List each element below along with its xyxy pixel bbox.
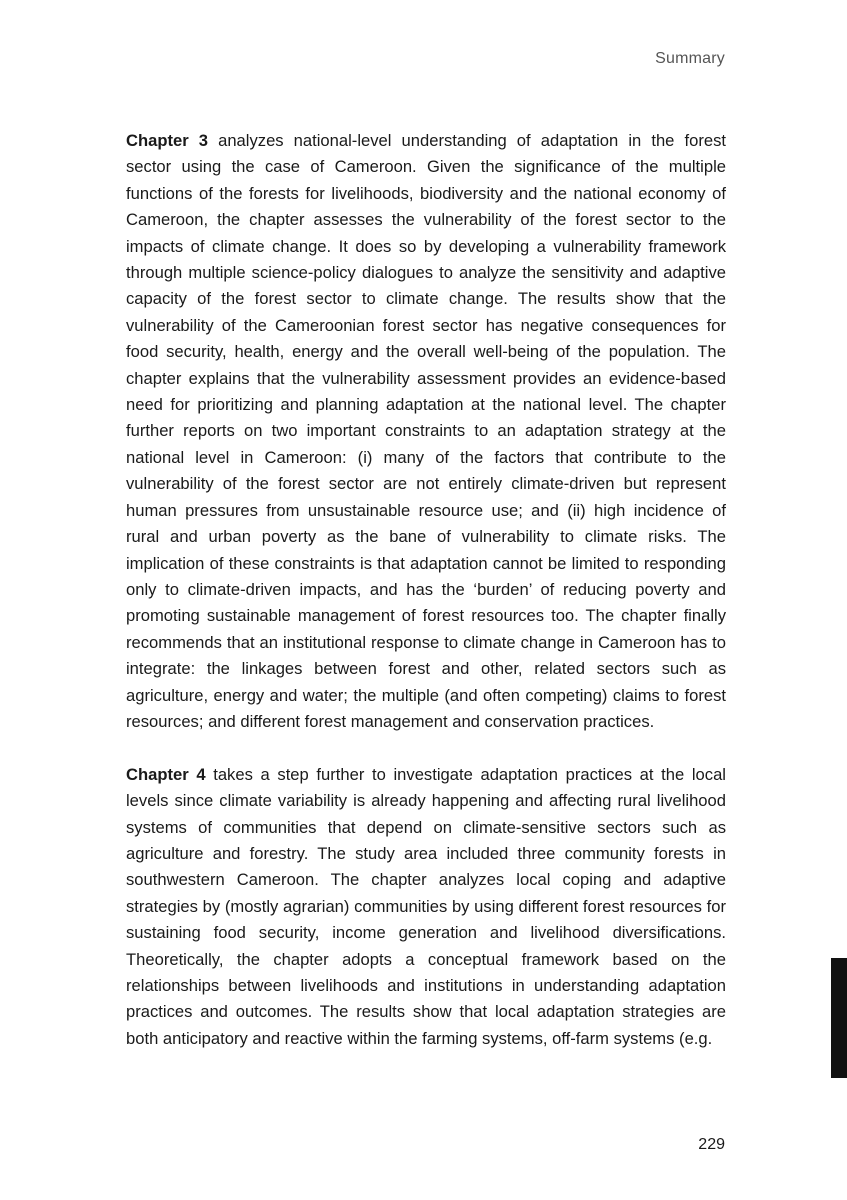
- chapter-4-paragraph: [126, 762, 726, 1052]
- page-number: 229: [698, 1136, 725, 1153]
- page-body: [126, 128, 726, 1052]
- section-thumb-tab: [831, 958, 847, 1078]
- chapter-3-text: analyzes national-level understanding of adaptation in the forest sector using the case of Cameroon. Given the significance of the multiple functions of the forests for livelihoods, biodiversity and the national economy of Cameroon, the chapter assesses the vulnerability of the forest sector to the impacts of climate change. It does so by developing a vulnerability framework through multiple science-policy dialogues to analyze the sensitivity and adaptive capacity of the forest sector to climate change. The results show that the vulnerability of the Cameroonian forest sector has negative consequences for food security, health, energy and the overall well-being of the population. The chapter explains that the vulnerability assessment provides an evidence-based need for prioritizing and planning adaptation at the national level. The chapter further reports on two important constraints to an adaptation strategy at the national level in Cameroon: (i) many of the factors that contribute to the vulnerability of the forest sector are not entirely climate-driven but represent human pressures from unsustainable resource use; and (ii) high incidence of rural and urban poverty as the bane of vulnerability to climate risks. The implication of these constraints is that adaptation cannot be limited to responding only to climate-driven impacts, and has the ‘burden’ of reducing poverty and promoting sustainable management of forest resources too. The chapter finally recommends that an institutional response to climate change in Cameroon has to integrate: the linkages between forest and other, related sectors such as agriculture, energy and water; the multiple (and often competing) claims to forest resources; and different forest management and conservation practices.: [126, 131, 726, 731]
- chapter-3-lead: Chapter 3: [126, 131, 209, 150]
- running-header: Summary: [655, 50, 725, 67]
- chapter-3-paragraph: [126, 128, 726, 735]
- chapter-4-lead: Chapter 4: [126, 764, 206, 784]
- chapter-4-text: takes a step further to investigate adaptation practices at the local levels since climate variability is already happening and affecting rural livelihood systems of communities that depend on climate-sensitive sectors such as agriculture and forestry. The study area included three community forests in southwestern Cameroon. The chapter analyzes local coping and adaptive strategies by (mostly agrarian) communities by using different forest resources for sustaining food security, income generation and livelihood diversifications. Theoretically, the chapter adopts a conceptual framework based on the relationships between livelihoods and institutions in understanding adaptation practices and outcomes. The results show that local adaptation strategies are both anticipatory and reactive within the farming systems, off-farm systems (e.g.: [126, 764, 726, 1048]
